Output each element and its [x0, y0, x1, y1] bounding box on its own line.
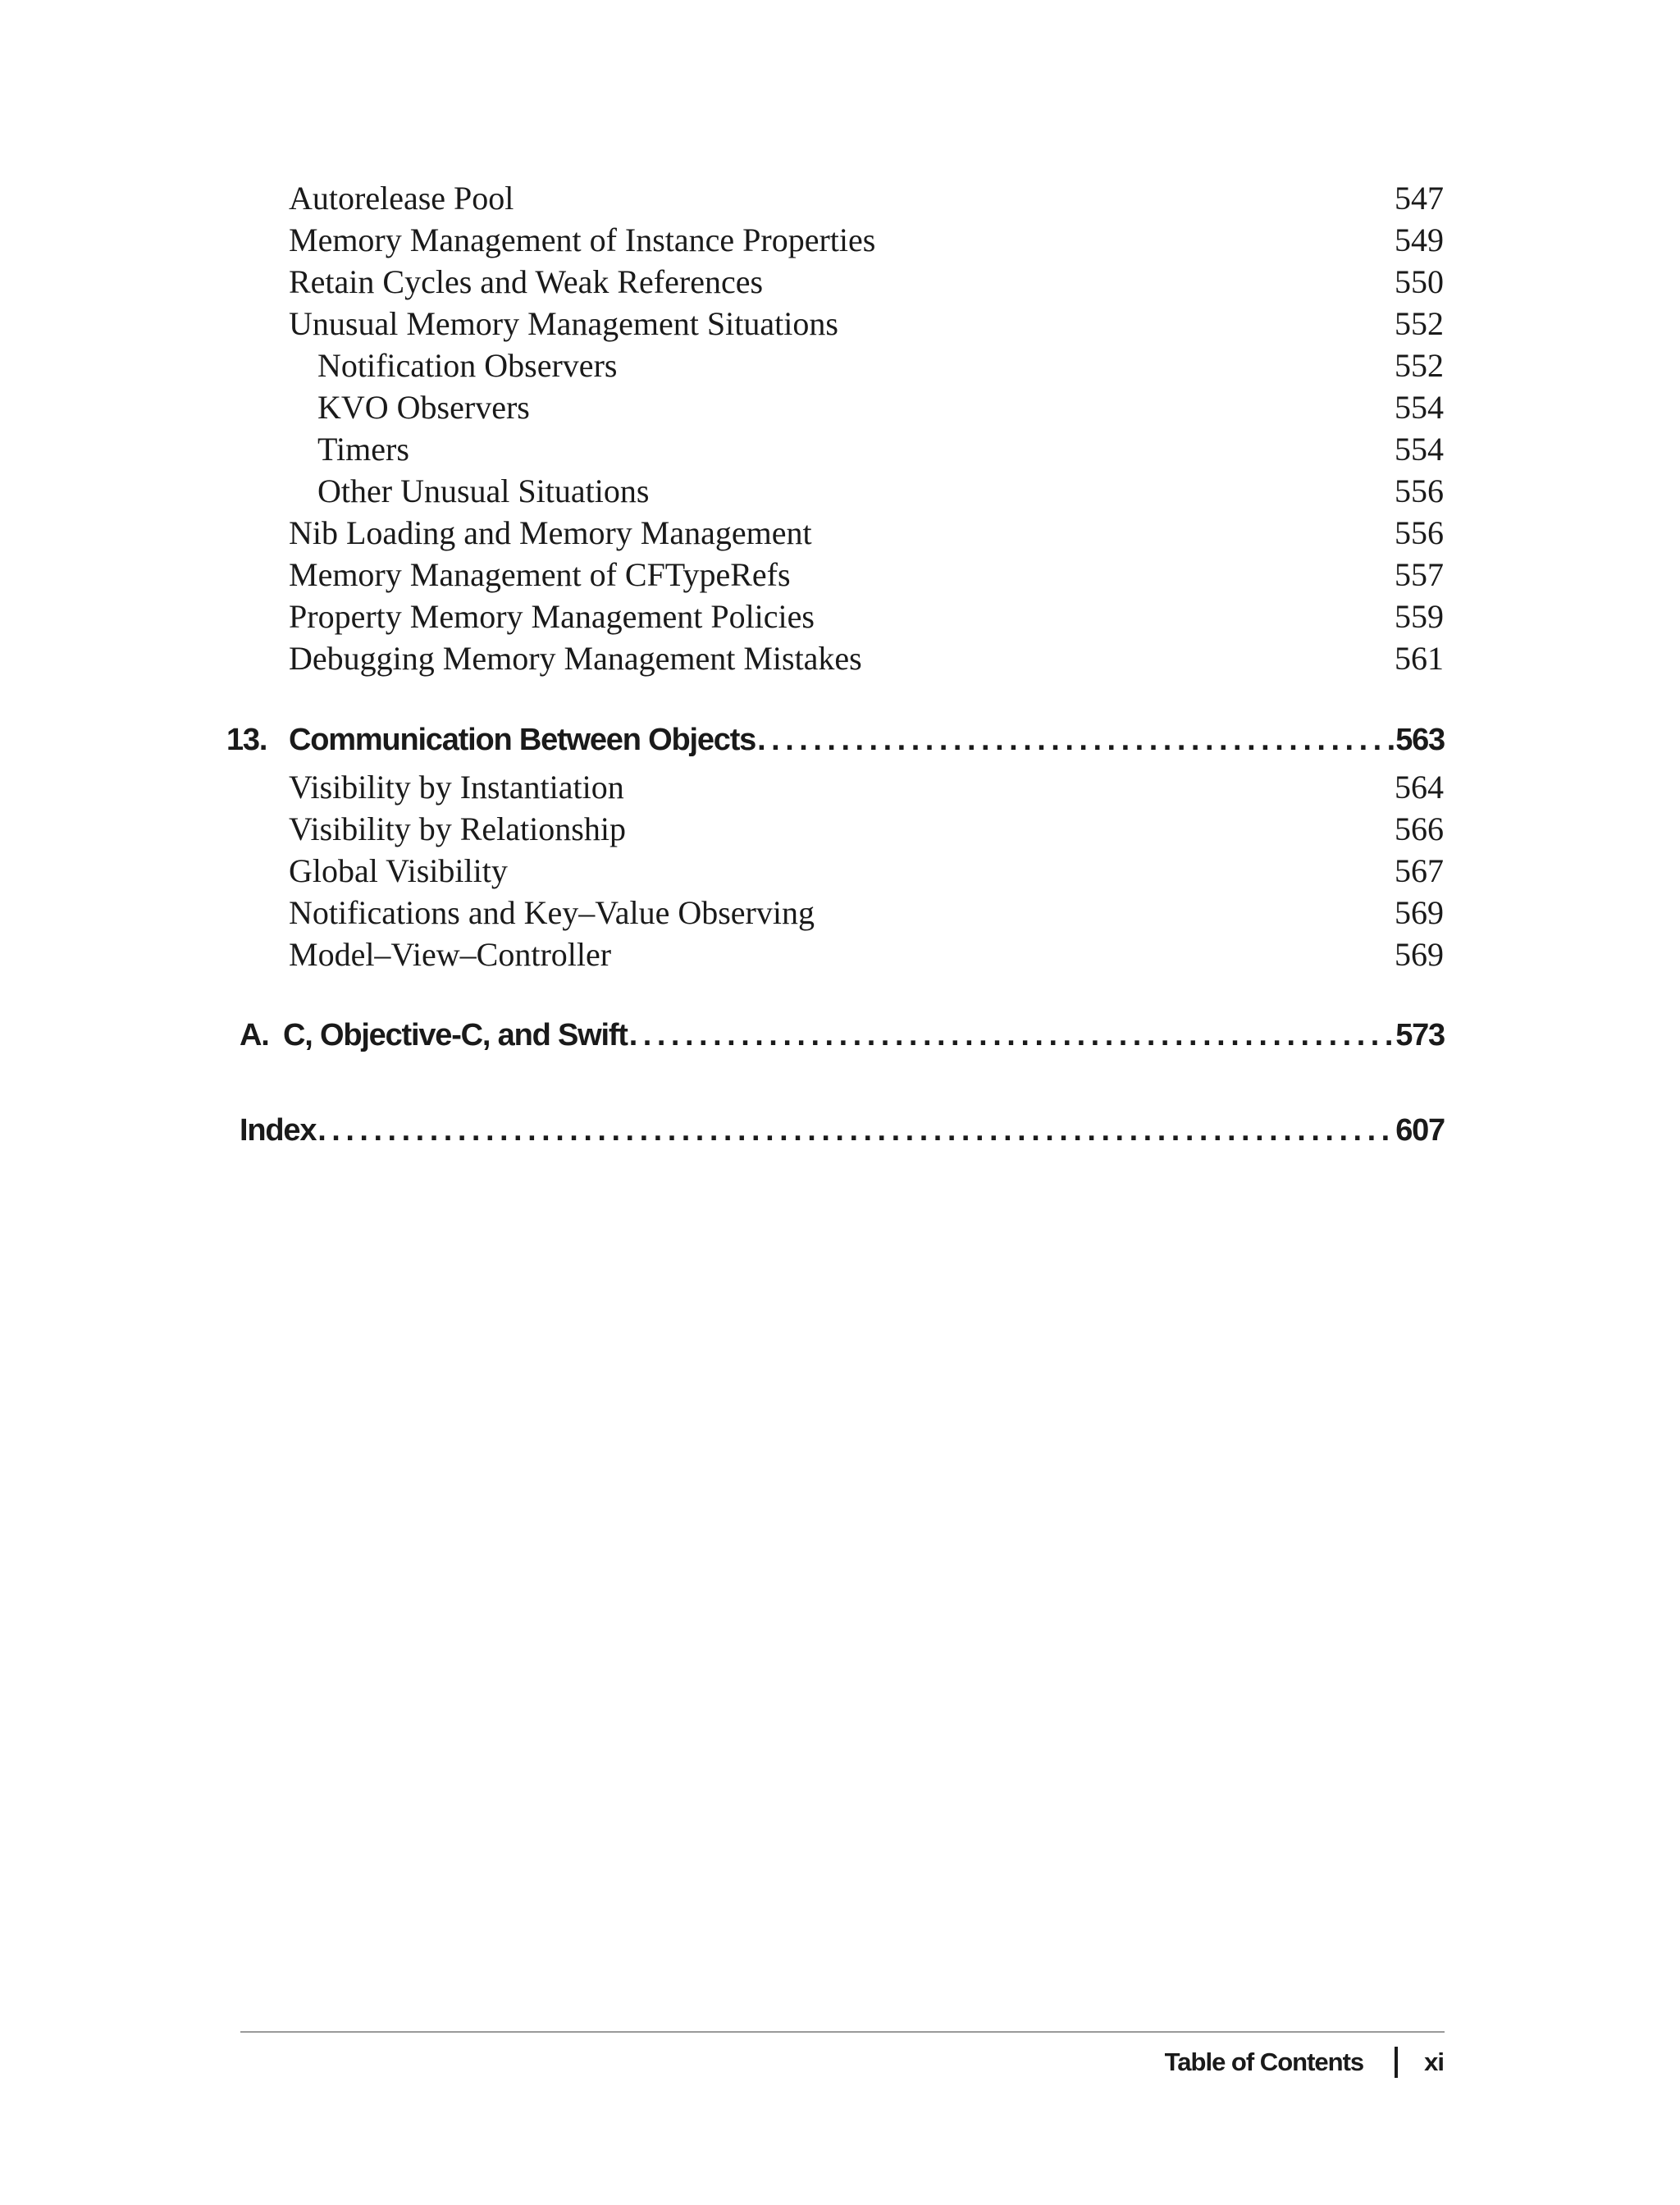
- toc-chapter-13[interactable]: [226, 717, 1445, 763]
- toc-entry-title: Model–View–Controller: [289, 936, 612, 973]
- footer-label: Table of Contents: [1164, 2048, 1364, 2076]
- toc-entry-page: 569: [1395, 894, 1444, 931]
- toc-entry-title: Property Memory Management Policies: [289, 598, 815, 635]
- toc-entry-page: 566: [1395, 810, 1444, 847]
- toc-entry-page: 549: [1395, 221, 1444, 258]
- toc-index[interactable]: [240, 1107, 1445, 1153]
- toc-entry-page: 561: [1395, 640, 1444, 677]
- page-footer: [1165, 2039, 1444, 2085]
- toc-entry-title: Visibility by Instantiation: [289, 769, 624, 806]
- toc-subentry[interactable]: [317, 345, 1444, 387]
- toc-entry[interactable]: [289, 892, 1444, 934]
- toc-entry-title: Memory Management of Instance Properties: [289, 221, 876, 258]
- toc-entry-page: 557: [1395, 556, 1444, 593]
- toc-entry-title: KVO Observers: [317, 389, 530, 426]
- toc-entry-title: Debugging Memory Management Mistakes: [289, 640, 862, 677]
- toc-entry-page: 552: [1395, 305, 1444, 342]
- toc-entry-title: Other Unusual Situations: [317, 472, 650, 509]
- index-page: 607: [1395, 1113, 1445, 1148]
- toc-entry[interactable]: [289, 637, 1444, 680]
- toc-entry-page: 564: [1395, 769, 1444, 806]
- chapter-title: Communication Between Objects: [289, 723, 756, 757]
- toc-entry-page: 556: [1395, 472, 1444, 509]
- toc-entry-title: Retain Cycles and Weak References: [289, 263, 764, 300]
- toc-entry[interactable]: [289, 219, 1444, 262]
- footer-rule: [240, 2031, 1445, 2033]
- toc-entry-page: 554: [1395, 389, 1444, 426]
- toc-entry-title: Unusual Memory Management Situations: [289, 305, 838, 342]
- index-title: Index: [240, 1113, 317, 1148]
- toc-entry-page: 552: [1395, 347, 1444, 384]
- appendix-title: C, Objective-C, and Swift: [283, 1018, 628, 1052]
- toc-entry-page: 550: [1395, 263, 1444, 300]
- toc-entry-title: Timers: [317, 431, 409, 468]
- toc-entry-title: Visibility by Relationship: [289, 810, 626, 847]
- toc-appendix-a[interactable]: [240, 1012, 1445, 1058]
- toc-entry[interactable]: [289, 596, 1444, 638]
- footer-page-number: xi: [1424, 2048, 1444, 2076]
- toc-entry-page: 569: [1395, 936, 1444, 973]
- footer-separator: [1395, 2047, 1398, 2078]
- toc-entry[interactable]: [289, 177, 1444, 220]
- toc-entry[interactable]: [289, 512, 1444, 555]
- toc-entry-page: 556: [1395, 514, 1444, 551]
- toc-entry[interactable]: [289, 261, 1444, 304]
- toc-entry-title: Nib Loading and Memory Management: [289, 514, 812, 551]
- appendix-page: 573: [1395, 1018, 1445, 1052]
- toc-subentry[interactable]: [317, 470, 1444, 513]
- toc-entry-title: Memory Management of CFTypeRefs: [289, 556, 791, 593]
- toc-entry[interactable]: [289, 808, 1444, 851]
- chapter-page: 563: [1395, 723, 1445, 757]
- dot-leader: [628, 1012, 1395, 1058]
- chapter-number: 13.: [226, 723, 267, 757]
- toc-entry[interactable]: [289, 766, 1444, 809]
- toc-subentry[interactable]: [317, 428, 1444, 471]
- toc-entry-title: Global Visibility: [289, 852, 508, 889]
- toc-entry[interactable]: [289, 303, 1444, 345]
- toc-entry[interactable]: [289, 934, 1444, 976]
- toc-entry[interactable]: [289, 850, 1444, 892]
- toc-entry[interactable]: [289, 554, 1444, 596]
- appendix-letter: A.: [240, 1018, 269, 1052]
- toc-entry-title: Notifications and Key–Value Observing: [289, 894, 815, 931]
- toc-entry-title: Autorelease Pool: [289, 180, 514, 217]
- toc-subentry[interactable]: [317, 386, 1444, 429]
- toc-entry-page: 547: [1395, 180, 1444, 217]
- dot-leader: [756, 717, 1395, 763]
- toc-entry-page: 554: [1395, 431, 1444, 468]
- toc-entry-title: Notification Observers: [317, 347, 618, 384]
- toc-entry-page: 559: [1395, 598, 1444, 635]
- dot-leader: [316, 1107, 1395, 1153]
- toc-entry-page: 567: [1395, 852, 1444, 889]
